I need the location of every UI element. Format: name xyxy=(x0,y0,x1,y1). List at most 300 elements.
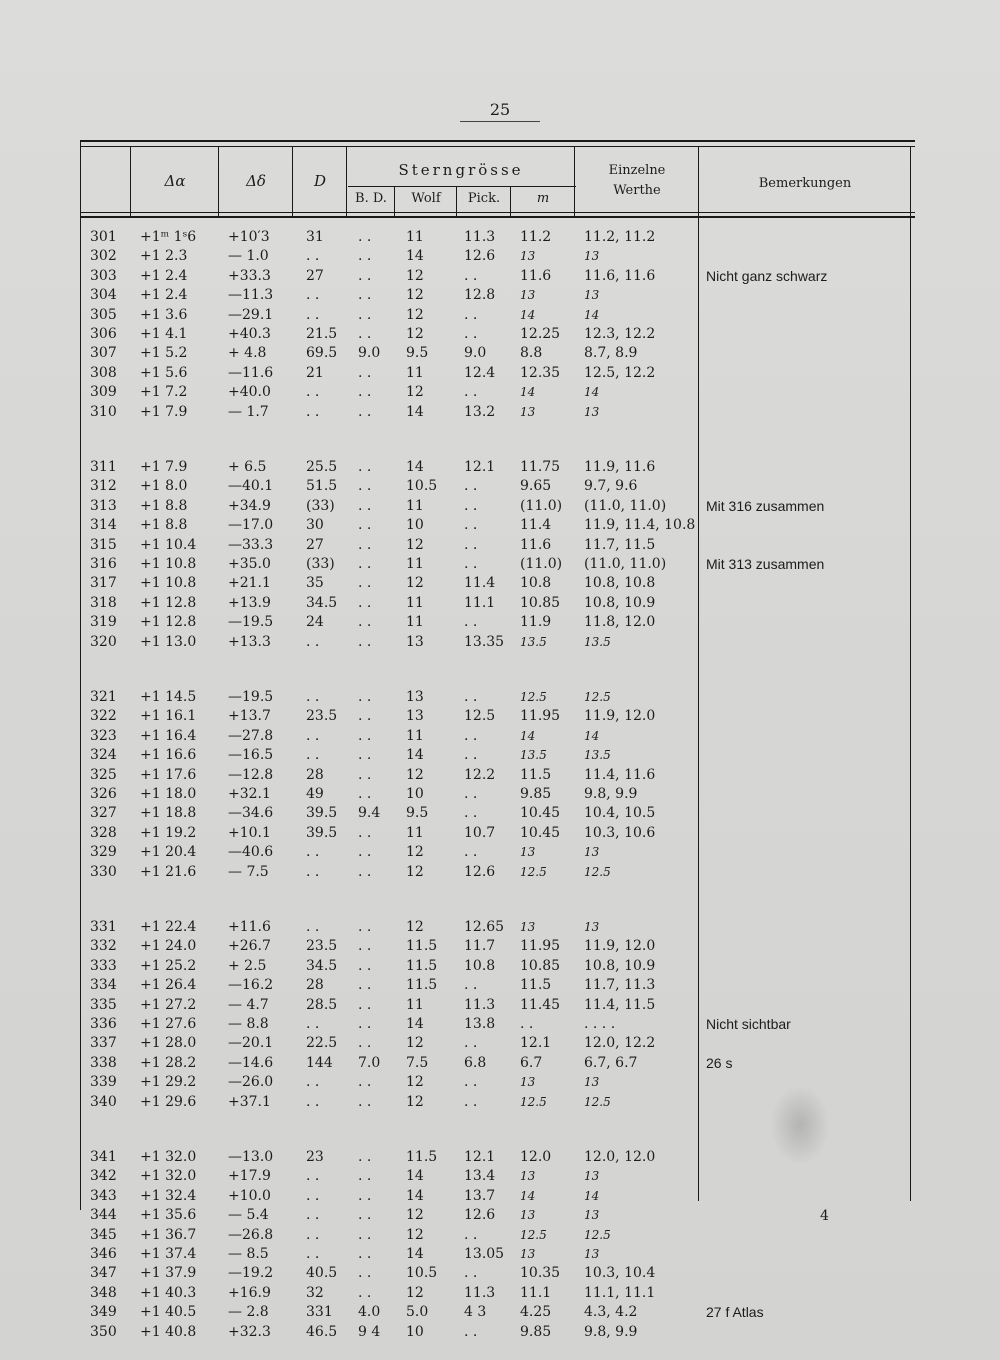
row-315-da: +1 10.4 xyxy=(140,536,197,553)
row-325-wolf: 12 xyxy=(406,766,424,783)
row-305-ew: 14 xyxy=(584,307,600,322)
row-342-d: . . xyxy=(306,1168,320,1185)
row-305-pick: . . xyxy=(464,306,478,323)
row-312-m: 9.65 xyxy=(520,478,552,495)
row-334-rem xyxy=(704,976,916,994)
row-304-bd: . . xyxy=(358,287,372,304)
row-350-dd: +32.3 xyxy=(228,1323,271,1340)
row-323-pick: . . xyxy=(464,727,478,744)
row-343-m: 14 xyxy=(520,1188,536,1203)
row-310-pick: 13.2 xyxy=(464,403,496,420)
row-317-num: 317 xyxy=(90,575,117,592)
row-324-da: +1 16.6 xyxy=(140,747,197,764)
row-328-bd: . . xyxy=(358,824,372,841)
row-350-ew: 9.8, 9.9 xyxy=(584,1323,638,1340)
row-302-bd: . . xyxy=(358,248,372,265)
row-336-d: . . xyxy=(306,1016,320,1032)
row-312-d: 51.5 xyxy=(306,478,338,495)
row-330-pick: 12.6 xyxy=(464,863,496,880)
row-350-pick: . . xyxy=(464,1323,478,1340)
row-334-da: +1 26.4 xyxy=(140,977,197,994)
row-343-pick: 13.7 xyxy=(464,1187,496,1204)
row-323-ew: 14 xyxy=(584,728,600,743)
row-310-dd: — 1.7 xyxy=(228,403,269,420)
row-301-pick: 11.3 xyxy=(464,229,496,245)
row-335-dd: — 4.7 xyxy=(228,996,269,1013)
row-340-m: 12.5 xyxy=(520,1094,547,1109)
row-316-dd: +35.0 xyxy=(228,556,271,572)
row-320-dd: +13.3 xyxy=(228,633,271,650)
row-333-m: 10.85 xyxy=(520,957,561,974)
row-322-m: 11.95 xyxy=(520,708,561,725)
row-345-num: 345 xyxy=(90,1226,117,1243)
row-336-ew: . . . . xyxy=(584,1016,616,1032)
header-bemerkungen: Bemerkungen xyxy=(758,176,852,191)
row-336-dd: — 8.8 xyxy=(228,1016,269,1032)
row-331-num: 331 xyxy=(90,919,117,935)
row-325-rem xyxy=(704,766,916,784)
row-324-ew: 13.5 xyxy=(584,748,611,763)
row-350-da: +1 40.8 xyxy=(140,1323,197,1340)
row-307-da: +1 5.2 xyxy=(140,345,188,362)
row-321-ew: 12.5 xyxy=(584,690,611,704)
row-328-dd: +10.1 xyxy=(228,824,271,841)
row-318-ew: 10.8, 10.9 xyxy=(584,594,656,611)
row-340-d: . . xyxy=(306,1093,320,1110)
row-331-wolf: 12 xyxy=(406,919,424,935)
row-307-ew: 8.7, 8.9 xyxy=(584,345,638,362)
row-327-d: 39.5 xyxy=(306,805,338,822)
row-347-m: 10.35 xyxy=(520,1265,561,1282)
row-311-dd: + 6.5 xyxy=(228,459,267,475)
row-343-num: 343 xyxy=(90,1187,117,1204)
row-329-num: 329 xyxy=(90,844,117,861)
row-314-ew: 11.9, 11.4, 10.8 xyxy=(584,517,696,534)
row-314-da: +1 8.8 xyxy=(140,517,188,534)
row-346-m: 13 xyxy=(520,1247,536,1261)
header-d: D xyxy=(313,172,327,190)
row-332-wolf: 11.5 xyxy=(406,938,438,955)
row-308-dd: —11.6 xyxy=(228,364,274,381)
row-344-rem xyxy=(704,1206,916,1224)
row-339-num: 339 xyxy=(90,1074,117,1091)
row-344-bd: . . xyxy=(358,1207,372,1224)
row-348-pick: 11.3 xyxy=(464,1284,496,1301)
row-337-da: +1 28.0 xyxy=(140,1035,197,1052)
row-301-dd: +10′3 xyxy=(228,229,270,245)
row-313-dd: +34.9 xyxy=(228,497,271,514)
row-319-dd: —19.5 xyxy=(228,614,274,631)
row-328-da: +1 19.2 xyxy=(140,824,197,841)
row-321-dd: —19.5 xyxy=(228,689,274,705)
row-307-rem xyxy=(704,344,916,362)
row-313-m: (11.0) xyxy=(520,497,563,514)
header-m: m xyxy=(536,191,550,206)
row-301-ew: 11.2, 11.2 xyxy=(584,229,656,245)
row-321-da: +1 14.5 xyxy=(140,689,197,705)
row-307-m: 8.8 xyxy=(520,345,543,362)
row-328-rem xyxy=(704,824,916,842)
row-333-d: 34.5 xyxy=(306,957,338,974)
row-348-d: 32 xyxy=(306,1284,324,1301)
row-304-d: . . xyxy=(306,287,320,304)
row-333-bd: . . xyxy=(358,957,372,974)
row-336-rem: Nicht sichtbar xyxy=(706,1016,791,1032)
row-313-ew: (11.0, 11.0) xyxy=(584,497,667,514)
row-306-pick: . . xyxy=(464,326,478,342)
row-334-m: 11.5 xyxy=(520,977,552,994)
row-337-ew: 12.0, 12.2 xyxy=(584,1035,656,1052)
row-350-bd: 9 4 xyxy=(358,1323,381,1340)
row-338-dd: —14.6 xyxy=(228,1054,274,1071)
row-315-pick: . . xyxy=(464,536,478,553)
row-320-d: . . xyxy=(306,633,320,650)
row-335-pick: 11.3 xyxy=(464,996,496,1013)
row-324-num: 324 xyxy=(90,747,117,764)
row-324-pick: . . xyxy=(464,747,478,764)
row-317-da: +1 10.8 xyxy=(140,575,197,592)
row-346-pick: 13.05 xyxy=(464,1246,505,1262)
row-313-rem: Mit 316 zusammen xyxy=(706,497,825,514)
header-delta-alpha: Δα xyxy=(164,172,186,190)
row-318-pick: 11.1 xyxy=(464,594,496,611)
row-310-da: +1 7.9 xyxy=(140,403,188,420)
row-333-da: +1 25.2 xyxy=(140,957,197,974)
row-303-d: 27 xyxy=(306,267,324,284)
row-322-wolf: 13 xyxy=(406,708,424,725)
row-320-wolf: 13 xyxy=(406,633,424,650)
row-305-dd: —29.1 xyxy=(228,306,274,323)
row-304-m: 13 xyxy=(520,288,536,303)
row-305-m: 14 xyxy=(520,307,536,322)
row-306-dd: +40.3 xyxy=(228,326,271,342)
row-343-da: +1 32.4 xyxy=(140,1187,197,1204)
row-335-rem xyxy=(704,996,916,1014)
row-303-dd: +33.3 xyxy=(228,267,271,284)
row-316-pick: . . xyxy=(464,556,478,572)
row-349-m: 4.25 xyxy=(520,1304,552,1321)
row-330-rem xyxy=(704,863,916,881)
row-315-dd: —33.3 xyxy=(228,536,274,553)
header-wolf: Wolf xyxy=(411,191,441,206)
row-345-m: 12.5 xyxy=(520,1227,547,1242)
row-348-da: +1 40.3 xyxy=(140,1284,197,1301)
row-302-pick: 12.6 xyxy=(464,248,496,265)
row-330-m: 12.5 xyxy=(520,864,547,879)
row-320-bd: . . xyxy=(358,633,372,650)
row-316-ew: (11.0, 11.0) xyxy=(584,556,667,572)
row-305-wolf: 12 xyxy=(406,306,424,323)
row-337-m: 12.1 xyxy=(520,1035,552,1052)
row-325-da: +1 17.6 xyxy=(140,766,197,783)
row-321-bd: . . xyxy=(358,689,372,705)
row-339-ew: 13 xyxy=(584,1075,600,1090)
row-303-bd: . . xyxy=(358,267,372,284)
row-329-ew: 13 xyxy=(584,845,600,860)
row-325-num: 325 xyxy=(90,766,117,783)
row-349-rem: 27 f Atlas xyxy=(706,1304,764,1321)
row-310-num: 310 xyxy=(90,403,117,420)
row-335-m: 11.45 xyxy=(520,996,561,1013)
row-341-wolf: 11.5 xyxy=(406,1149,438,1165)
row-327-num: 327 xyxy=(90,805,117,822)
row-347-pick: . . xyxy=(464,1265,478,1282)
row-309-da: +1 7.2 xyxy=(140,384,188,401)
row-337-rem xyxy=(704,1034,916,1052)
row-322-pick: 12.5 xyxy=(464,708,496,725)
row-306-da: +1 4.1 xyxy=(140,326,188,342)
row-339-da: +1 29.2 xyxy=(140,1074,197,1091)
row-311-num: 311 xyxy=(90,459,117,475)
row-321-pick: . . xyxy=(464,689,478,705)
row-319-bd: . . xyxy=(358,614,372,631)
row-313-bd: . . xyxy=(358,497,372,514)
row-314-d: 30 xyxy=(306,517,324,534)
row-350-wolf: 10 xyxy=(406,1323,424,1340)
row-329-d: . . xyxy=(306,844,320,861)
row-312-dd: —40.1 xyxy=(228,478,274,495)
row-338-bd: 7.0 xyxy=(358,1054,381,1071)
row-306-rem xyxy=(704,325,916,343)
row-346-wolf: 14 xyxy=(406,1246,424,1262)
row-322-da: +1 16.1 xyxy=(140,708,197,725)
row-316-wolf: 11 xyxy=(406,556,424,572)
row-330-d: . . xyxy=(306,863,320,880)
row-322-bd: . . xyxy=(358,708,372,725)
row-344-dd: — 5.4 xyxy=(228,1207,269,1224)
row-313-pick: . . xyxy=(464,497,478,514)
row-326-rem xyxy=(704,785,916,803)
row-348-bd: . . xyxy=(358,1284,372,1301)
row-343-ew: 14 xyxy=(584,1188,600,1203)
row-338-m: 6.7 xyxy=(520,1054,543,1071)
row-318-rem xyxy=(704,594,916,612)
row-305-num: 305 xyxy=(90,306,117,323)
row-331-d: . . xyxy=(306,919,320,935)
row-302-ew: 13 xyxy=(584,249,600,264)
row-325-bd: . . xyxy=(358,766,372,783)
row-312-bd: . . xyxy=(358,478,372,495)
row-316-bd: . . xyxy=(358,556,372,572)
row-306-ew: 12.3, 12.2 xyxy=(584,326,656,342)
row-337-d: 22.5 xyxy=(306,1035,338,1052)
row-326-da: +1 18.0 xyxy=(140,786,197,802)
row-326-d: 49 xyxy=(306,786,324,802)
row-315-ew: 11.7, 11.5 xyxy=(584,536,656,553)
row-328-num: 328 xyxy=(90,824,117,841)
row-336-da: +1 27.6 xyxy=(140,1016,197,1032)
row-349-num: 349 xyxy=(90,1304,117,1321)
row-316-m: (11.0) xyxy=(520,556,563,572)
row-340-da: +1 29.6 xyxy=(140,1093,197,1110)
row-343-rem xyxy=(704,1187,916,1205)
row-324-d: . . xyxy=(306,747,320,764)
row-322-ew: 11.9, 12.0 xyxy=(584,708,656,725)
row-309-dd: +40.0 xyxy=(228,384,271,401)
row-321-m: 12.5 xyxy=(520,690,547,704)
row-335-bd: . . xyxy=(358,996,372,1013)
row-310-d: . . xyxy=(306,403,320,420)
row-346-num: 346 xyxy=(90,1246,117,1262)
row-318-d: 34.5 xyxy=(306,594,338,611)
row-338-wolf: 7.5 xyxy=(406,1054,429,1071)
row-318-num: 318 xyxy=(90,594,117,611)
row-330-wolf: 12 xyxy=(406,863,424,880)
row-350-num: 350 xyxy=(90,1323,117,1340)
row-334-num: 334 xyxy=(90,977,117,994)
row-315-d: 27 xyxy=(306,536,324,553)
row-313-da: +1 8.8 xyxy=(140,497,188,514)
row-335-d: 28.5 xyxy=(306,996,338,1013)
row-336-wolf: 14 xyxy=(406,1016,424,1032)
row-333-dd: + 2.5 xyxy=(228,957,267,974)
row-345-wolf: 12 xyxy=(406,1226,424,1243)
row-348-dd: +16.9 xyxy=(228,1284,271,1301)
row-317-rem xyxy=(704,574,916,592)
row-327-wolf: 9.5 xyxy=(406,805,429,822)
row-340-ew: 12.5 xyxy=(584,1094,611,1109)
row-317-dd: +21.1 xyxy=(228,575,271,592)
row-345-d: . . xyxy=(306,1226,320,1243)
row-319-d: 24 xyxy=(306,614,324,631)
row-350-m: 9.85 xyxy=(520,1323,552,1340)
row-314-m: 11.4 xyxy=(520,517,552,534)
row-343-wolf: 14 xyxy=(406,1187,424,1204)
row-304-ew: 13 xyxy=(584,288,600,303)
row-346-rem xyxy=(704,1245,916,1263)
row-311-bd: . . xyxy=(358,459,372,475)
row-319-rem xyxy=(704,613,916,631)
row-328-d: 39.5 xyxy=(306,824,338,841)
row-318-da: +1 12.8 xyxy=(140,594,197,611)
row-347-num: 347 xyxy=(90,1265,117,1282)
row-307-dd: + 4.8 xyxy=(228,345,267,362)
row-308-bd: . . xyxy=(358,364,372,381)
row-322-num: 322 xyxy=(90,708,117,725)
header-sterngroesse: Sterngrösse xyxy=(398,161,524,179)
row-331-bd: . . xyxy=(358,919,372,935)
row-335-wolf: 11 xyxy=(406,996,424,1013)
row-326-num: 326 xyxy=(90,786,117,802)
row-316-da: +1 10.8 xyxy=(140,556,197,572)
row-322-rem xyxy=(704,707,916,725)
row-327-pick: . . xyxy=(464,805,478,822)
row-304-wolf: 12 xyxy=(406,287,424,304)
row-348-m: 11.1 xyxy=(520,1284,552,1301)
row-336-pick: 13.8 xyxy=(464,1016,496,1032)
row-324-rem xyxy=(704,746,916,764)
row-311-d: 25.5 xyxy=(306,459,338,475)
row-323-dd: —27.8 xyxy=(228,727,274,744)
row-321-rem xyxy=(704,688,916,706)
row-302-num: 302 xyxy=(90,248,117,265)
header-delta-delta: Δδ xyxy=(246,172,266,190)
row-330-dd: — 7.5 xyxy=(228,863,269,880)
row-335-num: 335 xyxy=(90,996,117,1013)
row-344-pick: 12.6 xyxy=(464,1207,496,1224)
row-304-dd: —11.3 xyxy=(228,287,274,304)
row-312-da: +1 8.0 xyxy=(140,478,188,495)
row-328-pick: 10.7 xyxy=(464,824,496,841)
row-329-bd: . . xyxy=(358,844,372,861)
row-342-ew: 13 xyxy=(584,1169,600,1184)
row-342-m: 13 xyxy=(520,1169,536,1184)
row-326-ew: 9.8, 9.9 xyxy=(584,786,638,802)
row-319-num: 319 xyxy=(90,614,117,631)
row-328-m: 10.45 xyxy=(520,824,561,841)
row-332-da: +1 24.0 xyxy=(140,938,197,955)
row-326-m: 9.85 xyxy=(520,786,552,802)
row-339-wolf: 12 xyxy=(406,1074,424,1091)
row-343-d: . . xyxy=(306,1187,320,1204)
row-338-rem: 26 s xyxy=(706,1054,733,1071)
row-349-da: +1 40.5 xyxy=(140,1304,197,1321)
row-348-rem xyxy=(704,1284,916,1302)
row-327-rem xyxy=(704,804,916,822)
row-304-num: 304 xyxy=(90,287,117,304)
row-345-pick: . . xyxy=(464,1226,478,1243)
row-311-rem xyxy=(704,458,916,476)
row-334-pick: . . xyxy=(464,977,478,994)
row-312-pick: . . xyxy=(464,478,478,495)
row-309-pick: . . xyxy=(464,384,478,401)
row-349-wolf: 5.0 xyxy=(406,1304,429,1321)
row-308-wolf: 11 xyxy=(406,364,424,381)
row-348-num: 348 xyxy=(90,1284,117,1301)
row-311-ew: 11.9, 11.6 xyxy=(584,459,656,475)
row-328-ew: 10.3, 10.6 xyxy=(584,824,656,841)
row-350-d: 46.5 xyxy=(306,1323,338,1340)
row-314-dd: —17.0 xyxy=(228,517,274,534)
row-316-num: 316 xyxy=(90,556,117,572)
row-325-pick: 12.2 xyxy=(464,766,496,783)
row-341-num: 341 xyxy=(90,1149,117,1165)
row-327-m: 10.45 xyxy=(520,805,561,822)
header-bd: B. D. xyxy=(355,191,387,206)
row-314-rem xyxy=(704,516,916,534)
row-342-dd: +17.9 xyxy=(228,1168,271,1185)
row-302-wolf: 14 xyxy=(406,248,424,265)
row-344-wolf: 12 xyxy=(406,1207,424,1224)
row-313-wolf: 11 xyxy=(406,497,424,514)
header-einzelne-werthe-line1: Einzelne xyxy=(608,163,666,178)
row-329-m: 13 xyxy=(520,845,536,860)
row-313-num: 313 xyxy=(90,497,117,514)
row-307-num: 307 xyxy=(90,345,117,362)
row-303-pick: . . xyxy=(464,267,478,284)
row-323-num: 323 xyxy=(90,727,117,744)
row-342-da: +1 32.0 xyxy=(140,1168,197,1185)
row-319-m: 11.9 xyxy=(520,614,552,631)
row-317-wolf: 12 xyxy=(406,575,424,592)
row-345-rem xyxy=(704,1226,916,1244)
row-320-ew: 13.5 xyxy=(584,634,611,649)
row-333-ew: 10.8, 10.9 xyxy=(584,957,656,974)
row-313-d: (33) xyxy=(306,497,335,514)
row-314-wolf: 10 xyxy=(406,517,424,534)
row-338-da: +1 28.2 xyxy=(140,1054,197,1071)
row-327-ew: 10.4, 10.5 xyxy=(584,805,656,822)
row-310-bd: . . xyxy=(358,403,372,420)
row-346-d: . . xyxy=(306,1246,320,1262)
row-342-num: 342 xyxy=(90,1168,117,1185)
row-302-dd: — 1.0 xyxy=(228,248,269,265)
footer-mark: 4 xyxy=(820,1208,829,1224)
row-310-wolf: 14 xyxy=(406,403,424,420)
row-324-m: 13.5 xyxy=(520,748,547,763)
row-323-wolf: 11 xyxy=(406,727,424,744)
row-346-dd: — 8.5 xyxy=(228,1246,269,1262)
